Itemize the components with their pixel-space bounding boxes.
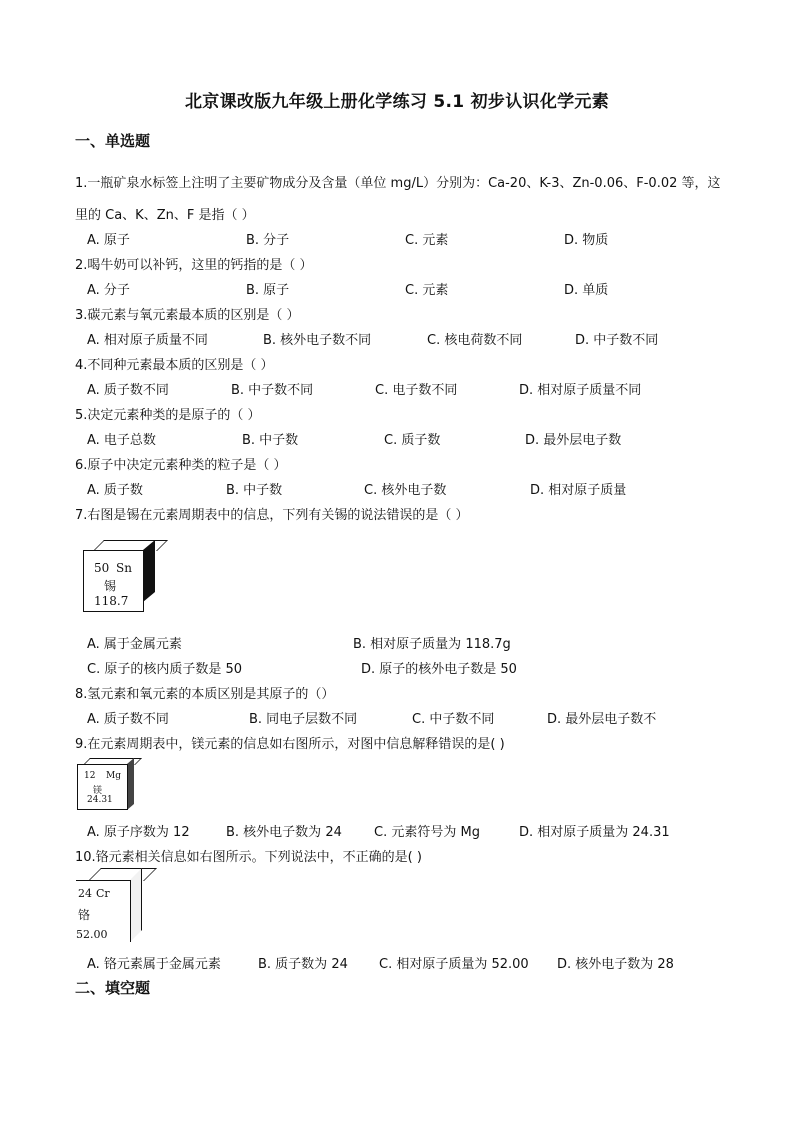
question-9-option-b[interactable]: B. 核外电子数为 24 xyxy=(226,825,342,840)
question-2-option-c[interactable]: C. 元素 xyxy=(405,283,449,298)
tin-name: 锡 xyxy=(104,579,117,593)
question-5-option-c[interactable]: C. 质子数 xyxy=(384,433,441,448)
tin-atomic-mass: 118.7 xyxy=(94,594,129,608)
question-3-stem: 3.碳元素与氧元素最本质的区别是（ ） xyxy=(75,308,300,323)
question-10-stem: 10.铬元素相关信息如右图所示。下列说法中，不正确的是( ) xyxy=(75,850,422,865)
question-1-stem-line-2: 里的 Ca、K、Zn、F 是指（ ） xyxy=(75,208,255,223)
question-5-option-b[interactable]: B. 中子数 xyxy=(242,433,299,448)
question-1-option-b[interactable]: B. 分子 xyxy=(246,233,290,248)
question-5-option-a[interactable]: A. 电子总数 xyxy=(87,433,156,448)
magnesium-atomic-mass: 24.31 xyxy=(87,795,113,805)
question-10-option-c[interactable]: C. 相对原子质量为 52.00 xyxy=(379,957,529,972)
question-9-option-a[interactable]: A. 原子序数为 12 xyxy=(87,825,190,840)
question-3-option-a[interactable]: A. 相对原子质量不同 xyxy=(87,333,208,348)
question-5-option-d[interactable]: D. 最外层电子数 xyxy=(525,433,622,448)
question-2-option-b[interactable]: B. 原子 xyxy=(246,283,290,298)
question-4-option-d[interactable]: D. 相对原子质量不同 xyxy=(519,383,642,398)
magnesium-name: 镁 xyxy=(93,786,103,796)
question-3-option-b[interactable]: B. 核外电子数不同 xyxy=(263,333,372,348)
chromium-name: 铬 xyxy=(78,908,91,922)
question-6-stem: 6.原子中决定元素种类的粒子是（ ） xyxy=(75,458,287,473)
question-4-option-c[interactable]: C. 电子数不同 xyxy=(375,383,458,398)
question-8-option-d[interactable]: D. 最外层电子数不 xyxy=(547,712,657,727)
question-6-option-c[interactable]: C. 核外电子数 xyxy=(364,483,447,498)
chromium-element-cell xyxy=(76,868,146,942)
question-1-option-d[interactable]: D. 物质 xyxy=(564,233,609,248)
question-8-stem: 8.氢元素和氧元素的本质区别是其原子的（） xyxy=(75,687,335,702)
section-heading-single-choice: 一、单选题 xyxy=(75,132,151,150)
question-6-option-b[interactable]: B. 中子数 xyxy=(226,483,283,498)
tin-atomic-number: 50 xyxy=(94,561,110,575)
question-10-option-b[interactable]: B. 质子数为 24 xyxy=(258,957,348,972)
question-9-option-c[interactable]: C. 元素符号为 Mg xyxy=(374,825,480,840)
question-9-stem: 9.在元素周期表中，镁元素的信息如右图所示，对图中信息解释错误的是( ) xyxy=(75,737,505,752)
tin-symbol: Sn xyxy=(116,561,132,575)
question-2-option-a[interactable]: A. 分子 xyxy=(87,283,130,298)
question-1-stem-line-1: 1.一瓶矿泉水标签上注明了主要矿物成分及含量（单位 mg/L）分别为：Ca-20、K-3、Zn-0.06、F-0.02 等，这 xyxy=(75,176,721,191)
question-10-option-d[interactable]: D. 核外电子数为 28 xyxy=(557,957,674,972)
question-4-stem: 4.不同种元素最本质的区别是（ ） xyxy=(75,358,274,373)
tin-element-cell xyxy=(83,540,157,614)
chromium-atomic-mass: 52.00 xyxy=(76,928,108,941)
question-3-option-d[interactable]: D. 中子数不同 xyxy=(575,333,659,348)
question-8-option-c[interactable]: C. 中子数不同 xyxy=(412,712,495,727)
question-5-stem: 5.决定元素种类的是原子的（ ） xyxy=(75,408,261,423)
chromium-symbol: Cr xyxy=(96,887,110,900)
question-9-option-d[interactable]: D. 相对原子质量为 24.31 xyxy=(519,825,670,840)
magnesium-element-cell xyxy=(77,758,135,812)
question-8-option-a[interactable]: A. 质子数不同 xyxy=(87,712,169,727)
document-title: 北京课改版九年级上册化学练习 5.1 初步认识化学元素 xyxy=(184,92,610,112)
magnesium-atomic-number: 12 xyxy=(84,771,96,781)
question-3-option-c[interactable]: C. 核电荷数不同 xyxy=(427,333,523,348)
chromium-atomic-number: 24 xyxy=(78,887,92,900)
question-7-option-b[interactable]: B. 相对原子质量为 118.7g xyxy=(353,637,511,652)
question-7-option-a[interactable]: A. 属于金属元素 xyxy=(87,637,182,652)
question-1-option-c[interactable]: C. 元素 xyxy=(405,233,449,248)
question-10-option-a[interactable]: A. 铬元素属于金属元素 xyxy=(87,957,221,972)
magnesium-symbol: Mg xyxy=(106,771,121,781)
question-1-option-a[interactable]: A. 原子 xyxy=(87,233,130,248)
question-7-stem: 7.右图是锡在元素周期表中的信息，下列有关锡的说法错误的是（ ） xyxy=(75,508,469,523)
question-7-option-c[interactable]: C. 原子的核内质子数是 50 xyxy=(87,662,243,677)
question-6-option-d[interactable]: D. 相对原子质量 xyxy=(530,483,627,498)
question-2-stem: 2.喝牛奶可以补钙，这里的钙指的是（ ） xyxy=(75,258,313,273)
question-2-option-d[interactable]: D. 单质 xyxy=(564,283,609,298)
question-6-option-a[interactable]: A. 质子数 xyxy=(87,483,143,498)
question-7-option-d[interactable]: D. 原子的核外电子数是 50 xyxy=(361,662,517,677)
question-8-option-b[interactable]: B. 同电子层数不同 xyxy=(249,712,358,727)
section-heading-fill-in: 二、填空题 xyxy=(75,979,151,997)
question-4-option-a[interactable]: A. 质子数不同 xyxy=(87,383,169,398)
question-4-option-b[interactable]: B. 中子数不同 xyxy=(231,383,314,398)
